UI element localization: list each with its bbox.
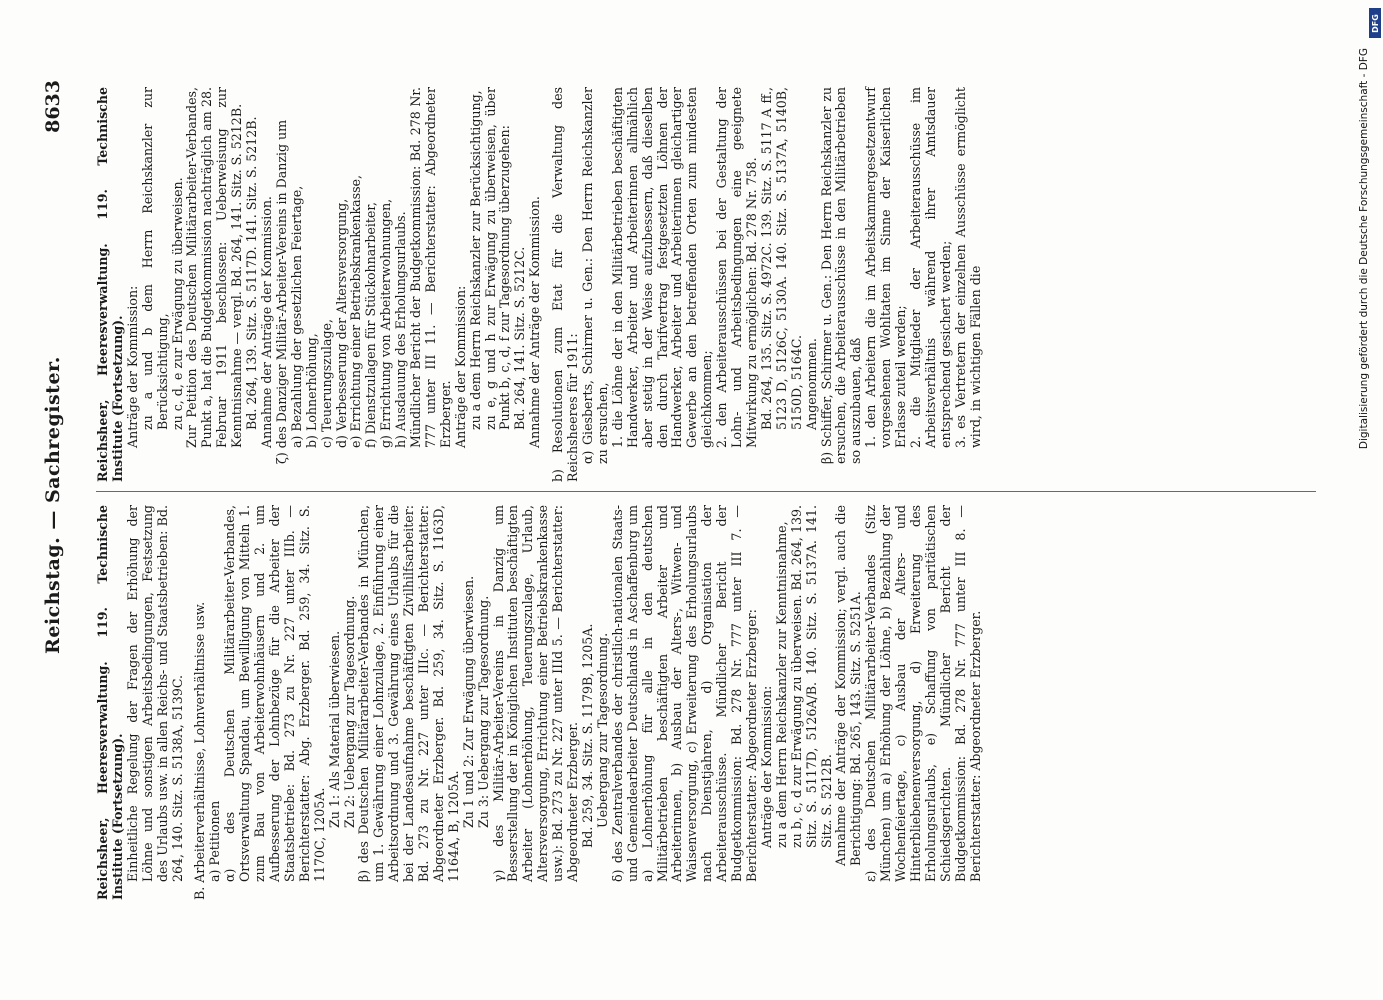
digitization-credit xyxy=(1349,10,1379,990)
register-entry: b) Resolutionen zum Etat für die Verwaltung des Reichsheeres für 1911: xyxy=(550,87,581,482)
register-entry: δ) des Zentralverbandes der christlich-nationalen Staats- und Gemeindearbeiter Deutschlands in Aschaffenburg um a) Lohnerhöhung für alle in den deutschen Militärbetrieben beschäftigten Arbeiter und Arbeiterinnen, b) Ausbau der Alters-, Witwen- und Waisenversorgung, c) Erweiterung des Erholungsurlaubs nach Dienstjahren, d) Organisation der Arbeiterausschüsse. Mündlicher Bericht der Budgetkommission: Bd. 278 Nr. 777 unter III 7. — Berichterstatter: Abgeordneter Erzberger: xyxy=(609,505,759,882)
register-entry: β) des Deutschen Militärarbeiter-Verbandes in München, um 1. Gewährung einer Lohnzulage, 2. Einführung einer Arbeitsordnung und 3. Gewährung eines Urlaubs für die bei der Landesaufnahme beschäftigten Zivilhilfsarbeiter: Bd. 273 zu Nr. 227 unter IIIc. — Berichterstatter: Abgeordneter Erzberger. Bd. 259, 34. Sitz. S. 1163D, 1164A, B, 1205A. xyxy=(356,505,461,882)
register-entry: Einheitliche Regelung der Fragen der Erhöhung der Löhne und sonstigen Arbeitsbedingungen, Festsetzung des Urlaubs usw. in allen Reichs- und Staatsbetrieben: Bd. 264, 140. Sitz. S. 5138A, 5139C. xyxy=(124,505,185,882)
register-entry: g) Errichtung von Arbeiterwohnungen, xyxy=(378,198,394,448)
column-divider xyxy=(96,491,1316,492)
register-entry: Zur Petition des Deutschen Militärarbeiter-Verbandes, Punkt a, hat die Budgetkommission nachträglich am 28. Februar 1911 beschlossen: Ueberweisung zur Kenntnisnahme — vergl. Bd. 264, 141. Sitz. S. 5212B. xyxy=(184,87,245,448)
register-entry: 2. den Arbeiterausschüssen bei der Gestaltung der Lohn- und Arbeitsbedingungen eine geeignete Mitwirkung zu ermöglichen: Bd. 278 Nr. 758. xyxy=(714,87,759,448)
register-entry: h) Ausdauung des Erholungsurlaubs. xyxy=(393,211,409,448)
register-entry: Bd. 264, 139. Sitz. S. 5117D. 141. Sitz. S. 5212B. xyxy=(244,116,260,430)
register-entry: Mündlicher Bericht der Budgetkommission: Bd. 278 Nr. 777 unter III 11. — Berichterstatter: Abgeordneter Erzberger. xyxy=(408,87,453,448)
register-entry: Zu 1: Als Material überwiesen. xyxy=(326,630,342,828)
register-entry: Angenommen. xyxy=(803,338,819,430)
register-entry: γ) des Militär-Arbeiter-Vereins in Danzig um Besserstellung der in Königlichen Instituten beschäftigten Arbeiter (Lohnerhöhung, Teuerungszulage, Urlaub, Altersversorgung, Errichtung einer Betriebskrankenkasse usw.): Bd. 273 zu Nr. 227 unter IIId 5. — Berichterstatter: Abgeordneter Erzberger. xyxy=(490,505,581,882)
register-entry: b) Lohnerhöhung, xyxy=(303,333,319,448)
running-title: Reichstag. — Sachregister. xyxy=(42,356,64,654)
column-heading: Reichsheer, Heeresverwaltung. 119. Technische Institute (Fortsetzung). xyxy=(95,505,125,900)
register-entry: ζ) des Danziger Militär-Arbeiter-Vereins in Danzig um xyxy=(273,119,289,464)
register-entry: 1. die Löhne der in den Militärbetrieben beschäftigten Handwerker, Arbeiter und Arbeiterinnen allmählich aber stetig in der Weise aufzubessern, daß dieselben den durch Tarifvertrag festgesetzten Löhnen der Handwerker, Arbeiter und Arbeiterinnen gleichartiger Gewerbe an den betreffenden Orten zum mindesten gleichkommen; xyxy=(609,87,715,448)
register-entry: Bd. 264, 141. Sitz. S. 5212C. xyxy=(512,246,528,430)
register-entry: a) Bezahlung der gesetzlichen Feiertage, xyxy=(288,185,304,448)
register-entry: d) Verbesserung der Altersversorgung, xyxy=(333,198,349,448)
left-column xyxy=(96,505,983,900)
credit-text: Digitalisierung gefördert durch die Deutsche Forschungsgemeinschaft - DFG xyxy=(1358,48,1370,450)
column-heading: Reichsheer, Heeresverwaltung. 119. Technische Institute (Fortsetzung). xyxy=(95,87,125,482)
register-entry: β) Schiffer, Schirmer u. Gen.: Den Herrn Reichskanzler zu ersuchen, die Arbeiterausschüsse in den Militärbetrieben so auszubauen, daß xyxy=(818,87,864,464)
register-entry: Zu 3: Uebergang zur Tagesordnung. xyxy=(475,595,491,828)
register-entry: zu b, c, d zur Erwägung zu überweisen. Bd. 264, 139. Sitz. S. 5117D, 5126A/B. 140. Sitz. S. 5137A. 141. Sitz. S. 5212B. xyxy=(788,505,834,848)
register-entry: e) Errichtung einer Betriebskrankenkasse, xyxy=(348,175,364,448)
register-entry: Bd. 259, 34. Sitz. S. 1179B, 1205A. xyxy=(580,623,595,848)
register-entry: ε) des Deutschen Militärarbeiter-Verbandes (Sitz München) um a) Erhöhung der Löhne, b) Bezahlung der Wochenfeiertage, c) Ausbau der Alters- und Hinterbliebenenversorgung, d) Erweiterung des Erholungsurlaubs, e) Schaffung von paritätischen Schiedsgerichten. Mündlicher Bericht der Budgetkommission: Bd. 278 Nr. 777 unter III 8. — Berichterstatter: Abgeordneter Erzberger. xyxy=(863,505,983,882)
register-entry: Anträge der Kommission: xyxy=(758,685,774,848)
register-entry: zu a und b dem Herrn Reichskanzler zur Berücksichtigung, xyxy=(139,87,170,430)
register-entry: c) Teuerungszulage, xyxy=(318,319,334,448)
register-entry: f) Dienstzulagen für Stückohnarbeiter, xyxy=(363,201,379,448)
register-entry: Anträge der Kommission: xyxy=(452,285,468,448)
register-entry: a) Petitionen xyxy=(207,800,223,882)
register-entry: 3. es Vertretern der einzelnen Ausschüsse ermöglicht wird, in wichtigen Fällen die xyxy=(952,87,983,448)
register-entry: 2. die Mitglieder der Arbeiterausschüsse im Arbeitsverhältnis während ihrer Amtsdauer entsprechend gesichert werden; xyxy=(907,87,953,448)
register-entry: Uebergang zur Tagesordnung. xyxy=(594,632,610,828)
register-entry: Annahme der Anträge der Kommission. xyxy=(258,196,274,448)
register-entry: zu a dem Herrn Reichskanzler zur Kenntnisnahme, xyxy=(773,521,789,848)
register-entry: Zu 1 und 2: Zur Erwägung überwiesen. xyxy=(460,575,476,828)
register-entry: Annahme der Anträge der Kommission; vergl. auch die Berichtigung: Bd. 265, 143. Sitz. S. 5251A. xyxy=(833,505,864,866)
register-entry: 1. den Arbeitern die im Arbeitskammergesetzentwurf vorgesehenen Wohltaten im Sinne der Kaiserlichen Erlasse zuteil werden; xyxy=(863,87,909,448)
register-entry: Zu 2: Uebergang zur Tagesordnung. xyxy=(341,595,357,828)
register-entry: zu c, d, e zur Erwägung zu überweisen. xyxy=(169,177,185,430)
page-header xyxy=(42,80,72,930)
register-entry: B. Arbeiterverhältnisse, Lohnverhältnisse usw. xyxy=(192,601,208,900)
register-entry: Anträge der Kommission: xyxy=(124,285,140,448)
register-entry: Annahme der Anträge der Kommission. xyxy=(527,196,543,448)
right-column xyxy=(96,87,983,482)
register-entry: zu e, g und h zur Erwägung zu überweisen, über Punkt b, c, d, f zur Tagesordnung überzugehen: xyxy=(482,87,513,430)
dfg-logo-icon: DFG xyxy=(1369,8,1381,38)
page-number: 8633 xyxy=(42,80,64,133)
register-entry: Bd. 264, 135. Sitz. S. 4972C. 139. Sitz. S. 5117 A ff., 5123 D, 5126C, 5130A. 140. Sitz. S. 5137A, 5140B, 5150D, 5164C. xyxy=(758,87,804,430)
register-entry: α) Giesberts, Schirmer u. Gen.: Den Herrn Reichskanzler zu ersuchen, xyxy=(580,87,610,464)
register-entry: α) des Deutschen Militärarbeiter-Verbandes, Ortsverwaltung Spandau, um Bewilligung von Mitteln 1. zum Bau von Arbeiterwohnhäusern und 2. um Aufbesserung der Lohnbezüge für die Arbeiter der Staatsbetriebe: Bd. 273 zu Nr. 227 unter IIIb. — Berichterstatter: Abg. Erzberger. Bd. 259, 34. Sitz. S. 1170C, 1205A. xyxy=(222,505,327,882)
register-entry: zu a dem Herrn Reichskanzler zur Berücksichtigung, xyxy=(467,90,483,430)
